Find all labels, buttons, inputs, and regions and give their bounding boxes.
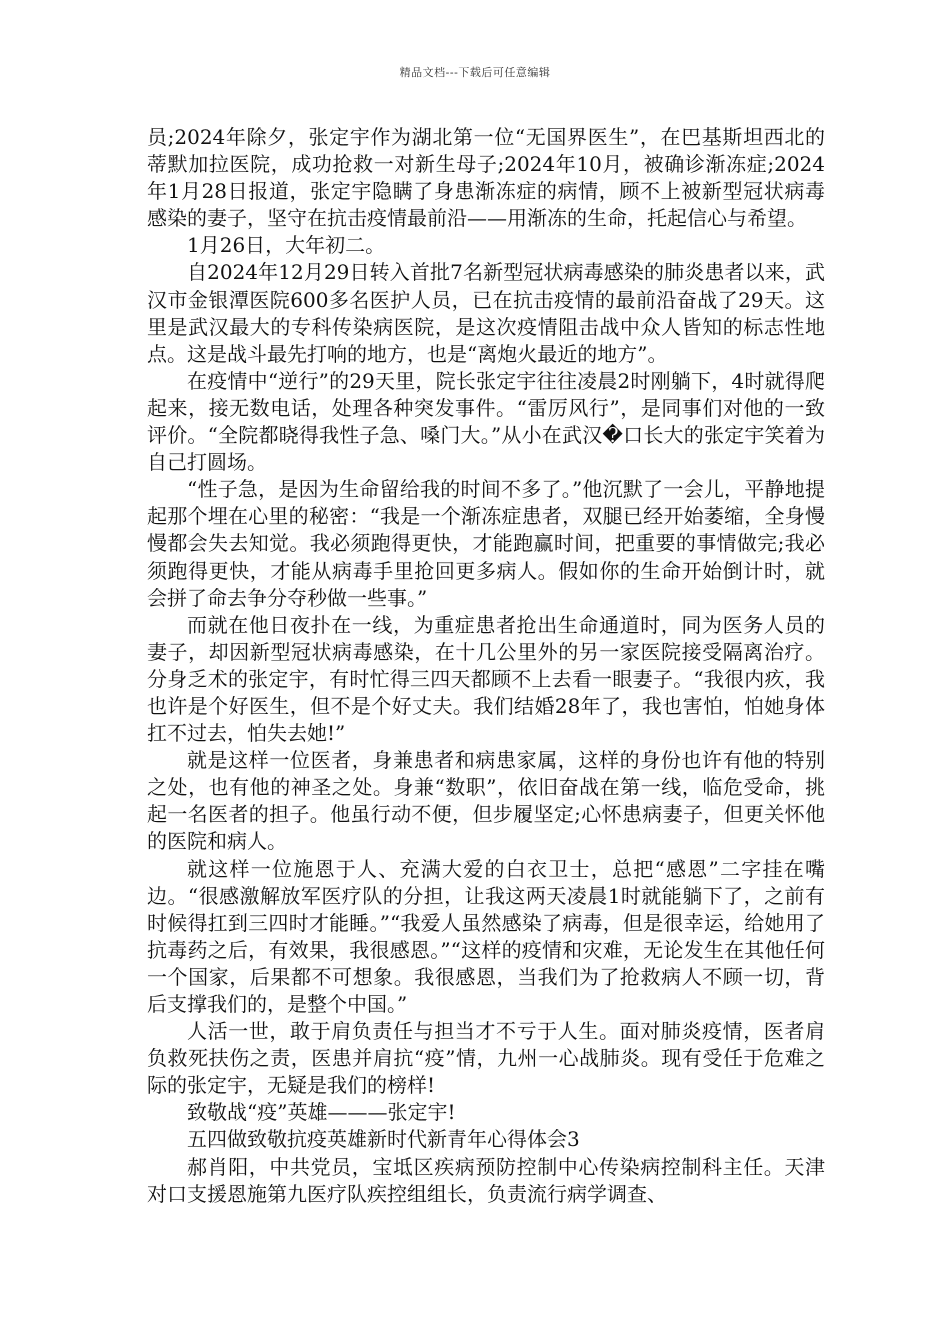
paragraph: 致敬战“疫”英雄———张定宇! [187, 1100, 456, 1125]
paragraph: 人活一世，敢于肩负责任与担当才不亏于人生。面对肺炎疫情，医者肩负救死扶伤之责，医患并肩抗“疫”情，九州一心战肺炎。现有受任于危难之际的张定宇，无疑是我们的榜样! [147, 1019, 825, 1098]
document-body [147, 124, 825, 1208]
paragraph: 而就在他日夜扑在一线，为重症患者抢出生命通道时，同为医务人员的妻子，却因新型冠状病毒感染，在十几公里外的另一家医院接受隔离治疗。分身乏术的张定宇，有时忙得三四天都顾不上去看一眼妻子。“我很内疚，我也许是个好医生，但不是个好丈夫。我们结婚28年了，我也害怕，怕她身体扛不过去，怕失去她!” [147, 612, 825, 746]
paragraph: “性子急，是因为生命留给我的时间不多了。”他沉默了一会儿，平静地提起那个埋在心里的秘密：“我是一个渐冻症患者，双腿已经开始萎缩，全身慢慢都会失去知觉。我必须跑得更快，才能跑赢时间，把重要的事情做完;我必须跑得更快，才能从病毒手里抢回更多病人。假如你的生命开始倒计时，就会拼了命去争分夺秒做一些事。” [147, 477, 825, 610]
paragraph: 1月26日，大年初二。 [187, 233, 386, 258]
paragraph: 就这样一位施恩于人、充满大爱的白衣卫士，总把“感恩”二字挂在嘴边。“很感激解放军医疗队的分担，让我这两天凌晨1时就能躺下了，之前有时候得扛到三四时才能睡。”“我爱人虽然感染了病毒，但是很幸运，给她用了抗毒药之后，有效果，我很感恩。”“这样的疫情和灾难，无论发生在其他任何一个国家，后果都不可想象。我很感恩，当我们为了抢救病人不顾一切，背后支撑我们的，是整个中国。” [147, 856, 825, 1016]
paragraph: 郝肖阳，中共党员，宝坻区疾病预防控制中心传染病控制科主任。天津对口支援恩施第九医疗队疾控组组长，负责流行病学调查、 [147, 1154, 825, 1206]
paragraph: 在疫情中“逆行”的29天里，院长张定宇往往凌晨2时刚躺下，4时就得爬起来，接无数电话，处理各种突发事件。“雷厉风行”，是同事们对他的一致评价。“全院都晓得我性子急、嗓门大。”从小在武汉�口长大的张定宇笑着为自己打圆场。 [147, 368, 825, 475]
paragraph: 员;2024年除夕，张定宇作为湖北第一位“无国界医生”，在巴基斯坦西北的蒂默加拉医院，成功抢救一对新生母子;2024年10月，被确诊渐冻症;2024年1月28日报道，张定宇隐瞒了身患渐冻症的病情，顾不上被新型冠状病毒感染的妻子，坚守在抗击疫情最前沿——用渐冻的生命，托起信心与希望。 [147, 125, 825, 231]
paragraph: 就是这样一位医者，身兼患者和病患家属，这样的身份也许有他的特别之处，也有他的神圣之处。身兼“数职”，依旧奋战在第一线，临危受命，挑起一名医者的担子。他虽行动不便，但步履坚定;心怀患病妻子，但更关怀他的医院和病人。 [147, 748, 825, 854]
section-heading: 五四做致敬抗疫英雄新时代新青年心得体会3 [187, 1127, 580, 1152]
page-header: 精品文档---下载后可任意编辑 [399, 66, 551, 79]
paragraph: 自2024年12月29日转入首批7名新型冠状病毒感染的肺炎患者以来，武汉市金银潭医院600多名医护人员，已在抗击疫情的最前沿奋战了29天。这里是武汉最大的专科传染病医院，是这次疫情阻击战中众人皆知的标志性地点。这是战斗最先打响的地方，也是“离炮火最近的地方”。 [147, 260, 825, 366]
